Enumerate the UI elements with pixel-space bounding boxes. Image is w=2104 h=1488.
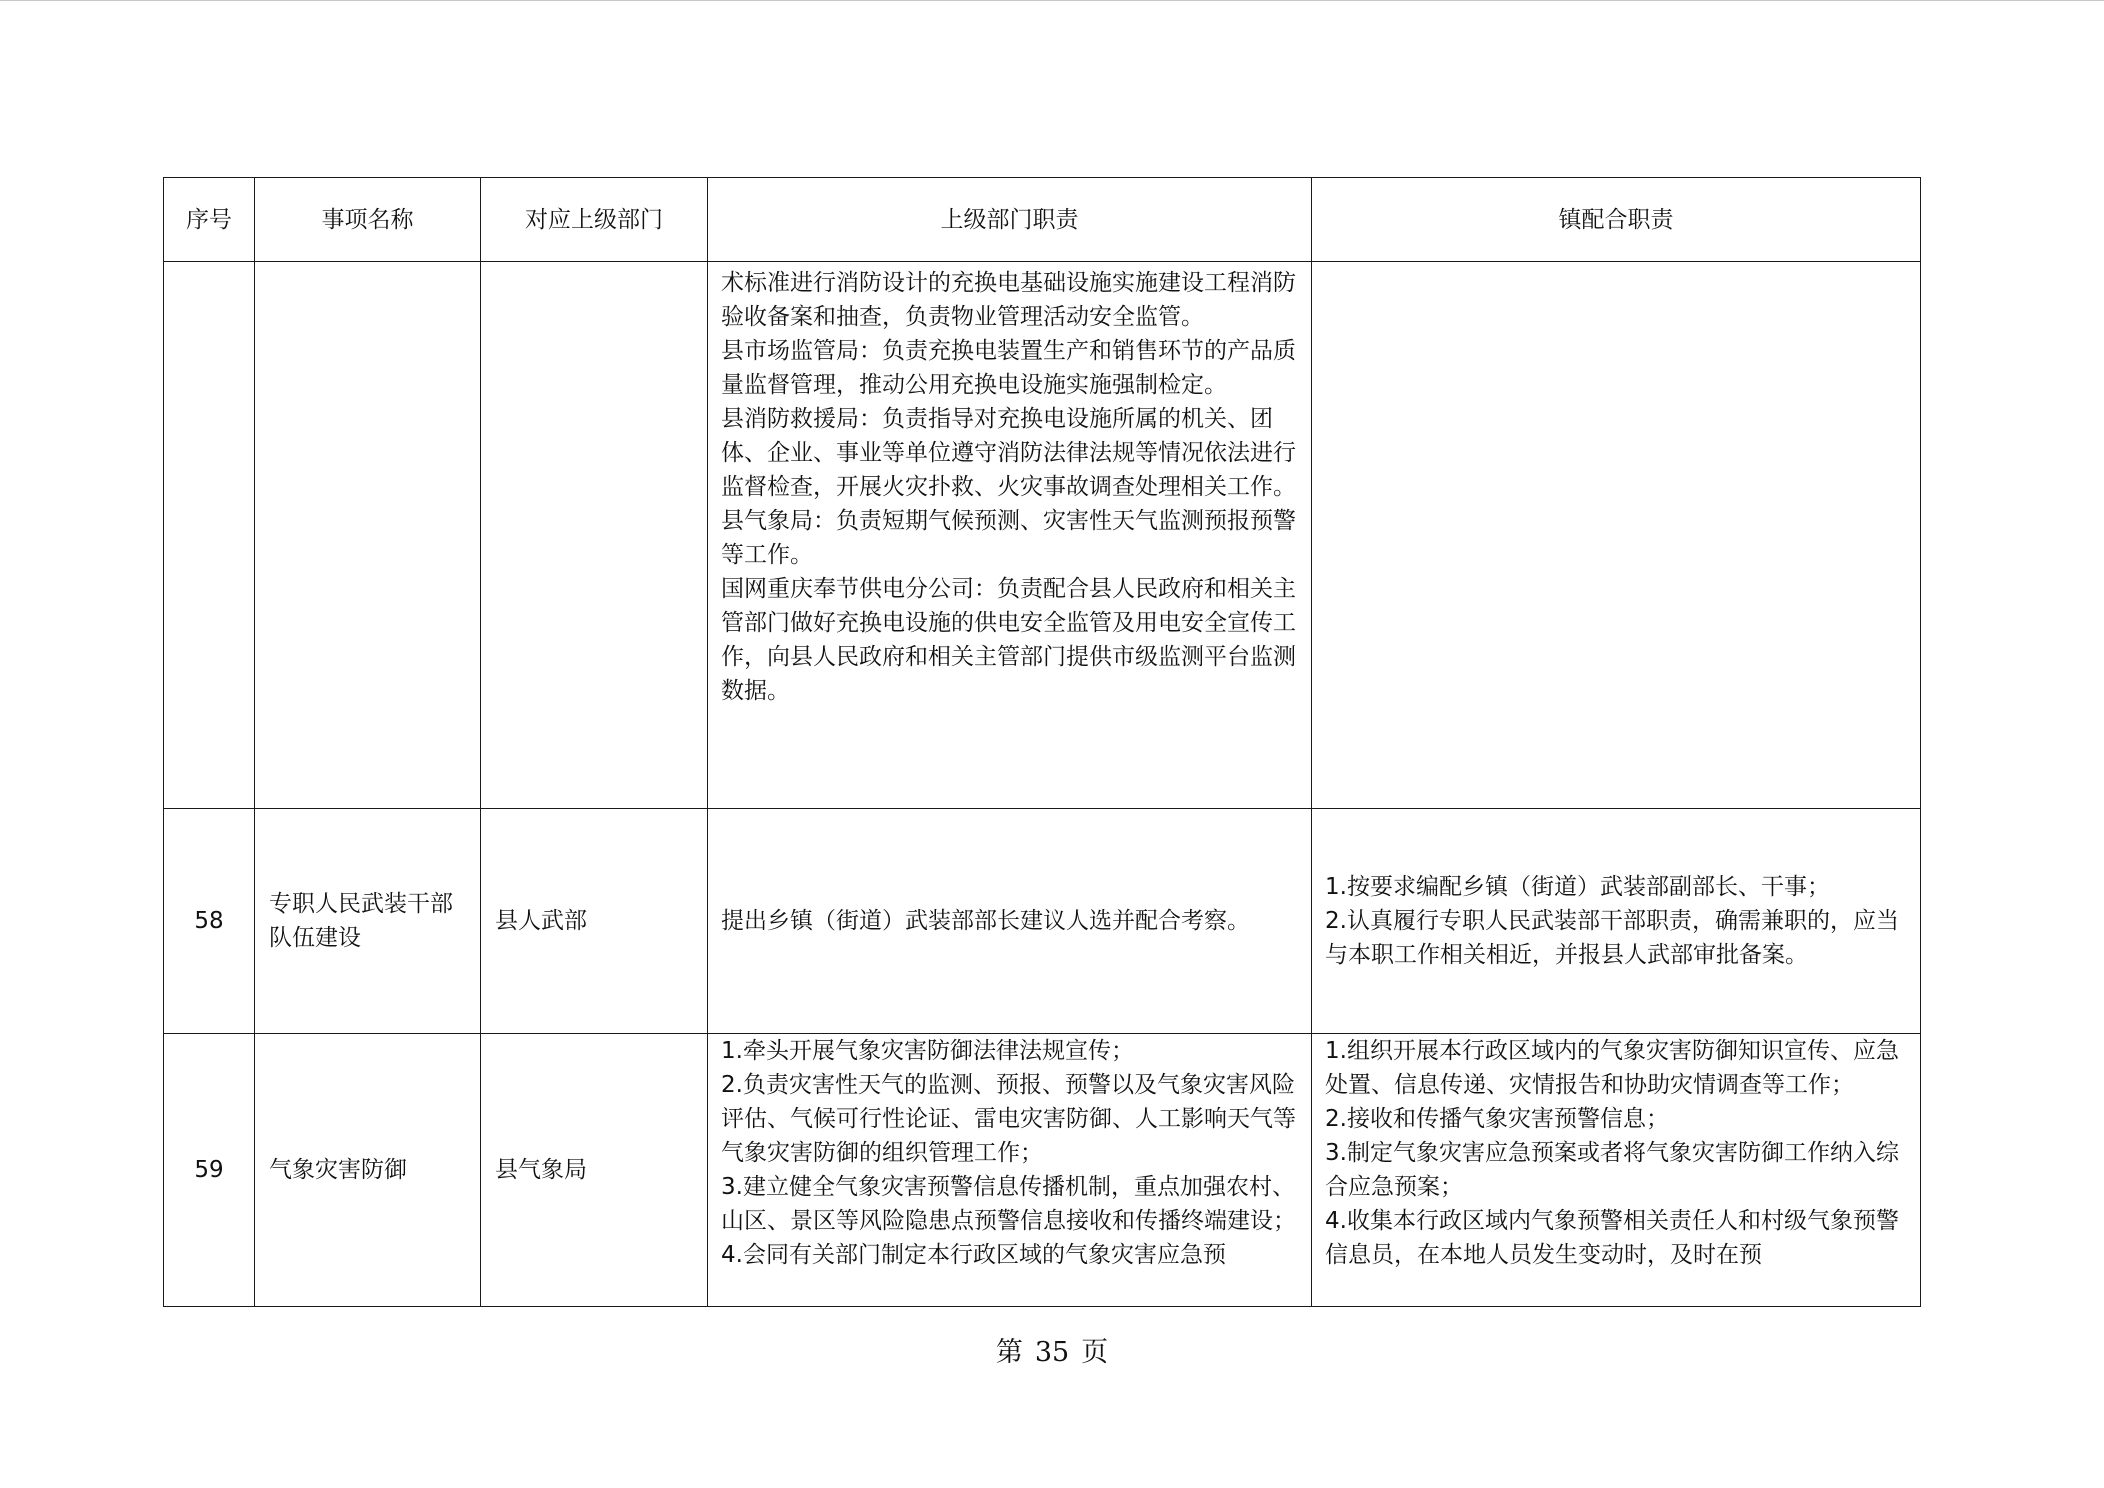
duty-paragraph: 国网重庆奉节供电分公司：负责配合县人民政府和相关主管部门做好充换电设施的供电安全监管及用电安全宣传工作，向县人民政府和相关主管部门提供市级监测平台监测数据。 (721, 576, 1296, 704)
cell-town-duties (1312, 809, 1921, 1034)
cell-seq: 58 (164, 809, 255, 1034)
duty-paragraph: 2.负责灾害性天气的监测、预报、预警以及气象灾害风险评估、气候可行性论证、雷电灾害防御、人工影响天气等气象灾害防御的组织管理工作； (721, 1072, 1296, 1166)
footer-suffix: 页 (1081, 1337, 1109, 1368)
cell-item-name (255, 262, 481, 809)
duty-paragraph: 4.会同有关部门制定本行政区域的气象灾害应急预 (721, 1242, 1226, 1268)
cell-upper-department (481, 262, 708, 809)
duty-paragraph: 1.牵头开展气象灾害防御法律法规宣传； (721, 1038, 1134, 1064)
cell-content (721, 1034, 1303, 1305)
cell-town-duties (1312, 262, 1921, 809)
duty-paragraph: 1.按要求编配乡镇（街道）武装部副部长、干事； (1325, 874, 1830, 900)
page-footer (0, 1330, 2104, 1369)
footer-prefix: 第 (995, 1337, 1023, 1368)
duty-paragraph: 4.收集本行政区域内气象预警相关责任人和村级气象预警信息员，在本地人员发生变动时，及时在预 (1325, 1208, 1899, 1268)
duties-table (163, 177, 1921, 1307)
duty-paragraph: 县消防救援局：负责指导对充换电设施所属的机关、团体、企业、事业等单位遵守消防法律法规等情况依法进行监督检查，开展火灾扑救、火灾事故调查处理相关工作。 (721, 406, 1296, 500)
cell-upper-department: 县气象局 (481, 1034, 708, 1307)
cell-upper-duties (708, 1034, 1312, 1307)
header-row (164, 178, 1921, 262)
duty-paragraph: 县市场监管局：负责充换电装置生产和销售环节的产品质量监督管理，推动公用充换电设施实施强制检定。 (721, 338, 1296, 398)
cell-seq (164, 262, 255, 809)
cell-seq: 59 (164, 1034, 255, 1307)
duty-paragraph: 县气象局：负责短期气候预测、灾害性天气监测预报预警等工作。 (721, 508, 1296, 568)
cell-item-name: 专职人民武装干部队伍建设 (255, 809, 481, 1034)
table-row-continued (164, 262, 1921, 809)
table-body (164, 262, 1921, 1307)
cell-town-duties (1312, 1034, 1921, 1307)
table-row (164, 809, 1921, 1034)
duty-paragraph: 3.制定气象灾害应急预案或者将气象灾害防御工作纳入综合应急预案； (1325, 1140, 1899, 1200)
cell-upper-duties (708, 809, 1312, 1034)
duty-paragraph: 2.认真履行专职人民武装部干部职责，确需兼职的，应当与本职工作相关相近，并报县人武部审批备案。 (1325, 908, 1899, 968)
duty-paragraph: 3.建立健全气象灾害预警信息传播机制，重点加强农村、山区、景区等风险隐患点预警信息接收和传播终端建设； (721, 1174, 1296, 1234)
duty-paragraph: 2.接收和传播气象灾害预警信息； (1325, 1106, 1669, 1132)
header-item-name: 事项名称 (255, 178, 481, 262)
duty-paragraph: 提出乡镇（街道）武装部部长建议人选并配合考察。 (721, 908, 1250, 934)
duty-paragraph: 术标准进行消防设计的充换电基础设施实施建设工程消防验收备案和抽查，负责物业管理活动安全监管。 (721, 270, 1296, 330)
header-upper-duties: 上级部门职责 (708, 178, 1312, 262)
header-upper-department: 对应上级部门 (481, 178, 708, 262)
page-top-edge (0, 0, 2104, 1)
duty-paragraph: 1.组织开展本行政区域内的气象灾害防御知识宣传、应急处置、信息传递、灾情报告和协助灾情调查等工作； (1325, 1038, 1899, 1098)
table-row (164, 1034, 1921, 1307)
table-header (164, 178, 1921, 262)
cell-upper-duties (708, 262, 1312, 809)
page-number: 35 (1034, 1337, 1070, 1368)
cell-item-name: 气象灾害防御 (255, 1034, 481, 1307)
cell-upper-department: 县人武部 (481, 809, 708, 1034)
cell-content (1325, 1034, 1912, 1305)
header-town-duties: 镇配合职责 (1312, 178, 1921, 262)
header-seq: 序号 (164, 178, 255, 262)
